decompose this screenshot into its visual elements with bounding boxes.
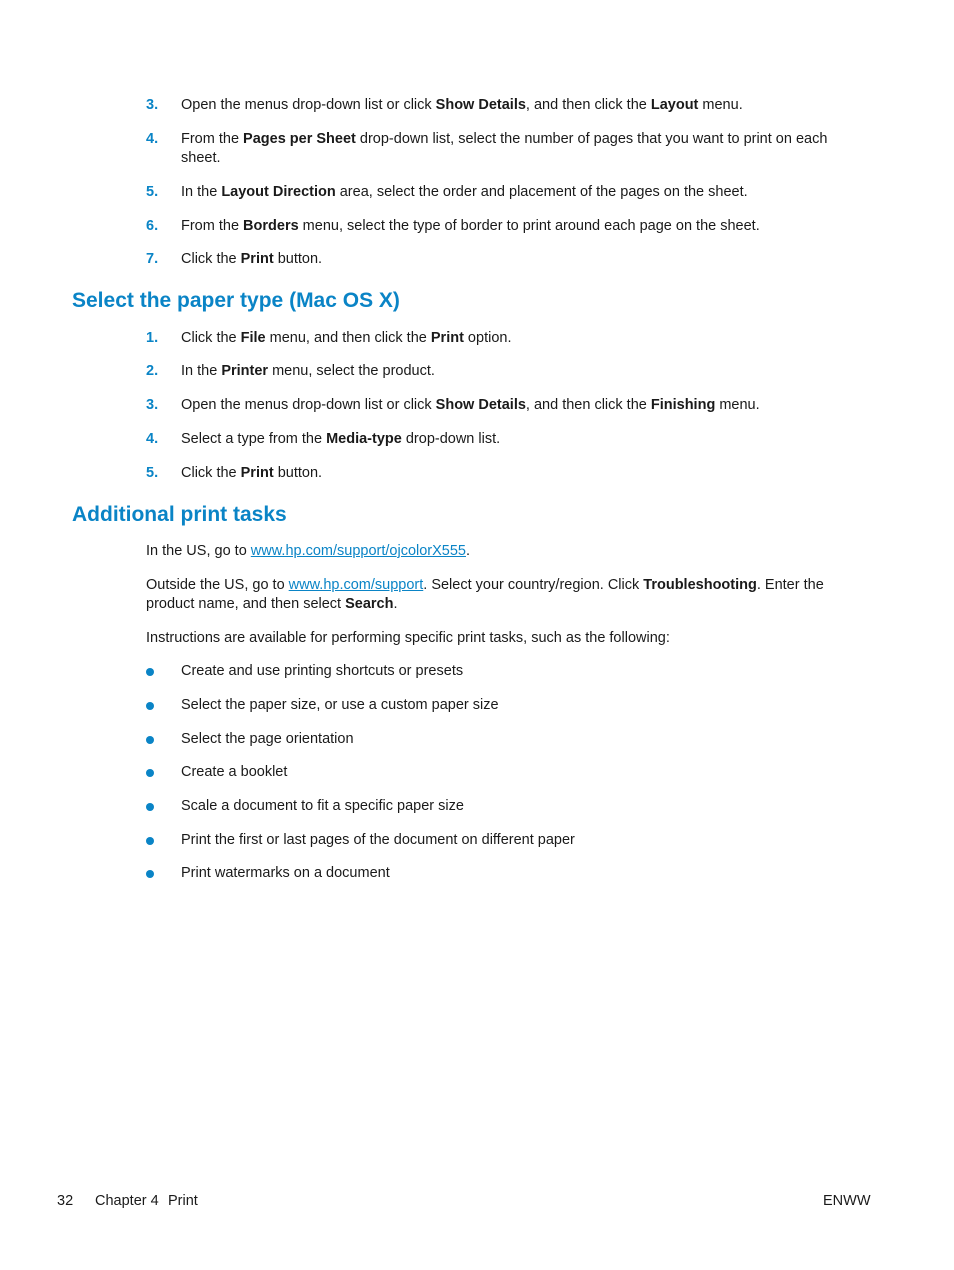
bullet-icon [146,736,154,744]
step-text: Click the File menu, and then click the Print option. [181,330,512,346]
bold-term: Show Details [435,97,526,113]
step-text: From the Pages per Sheet drop-down list, select the number of pages that you want to print on each sheet. [181,131,828,166]
support-link[interactable]: www.hp.com/support/ojcolorX555 [250,543,466,559]
step-number: 2. [146,363,159,379]
step-text: Click the Print button. [181,251,323,267]
bold-term: Troubleshooting [643,577,757,593]
paragraph-intro: Instructions are available for performing specific print tasks, such as the following: [146,630,670,646]
section-heading-additional-tasks: Additional print tasks [72,503,287,526]
bold-term: Finishing [650,397,716,413]
step-text: Click the Print button. [181,465,323,481]
bullet-text: Select the paper size, or use a custom paper size [181,697,499,713]
footer-right-label: ENWW [823,1193,871,1209]
bullet-icon [146,837,154,845]
bullet-text: Create a booklet [181,764,288,780]
step-text: From the Borders menu, select the type of border to print around each page on the sheet. [181,218,760,234]
chapter-title: Print [168,1193,198,1209]
bullet-text: Scale a document to fit a specific paper size [181,798,464,814]
bold-term: Print [430,330,464,346]
bullet-icon [146,769,154,777]
bold-term: Layout [650,97,699,113]
support-link[interactable]: www.hp.com/support [288,577,424,593]
paragraph-us-support: In the US, go to www.hp.com/support/ojcolorX555. [146,543,471,559]
step-text: Open the menus drop-down list or click Show Details, and then click the Layout menu. [181,97,743,113]
bullet-icon [146,668,154,676]
step-text: Open the menus drop-down list or click Show Details, and then click the Finishing menu. [181,397,760,413]
bold-term: Pages per Sheet [243,131,356,147]
bold-term: Media-type [326,431,402,447]
step-number: 5. [146,465,159,481]
page-number: 32 [57,1193,74,1209]
step-number: 3. [146,397,159,413]
section-heading-paper-type: Select the paper type (Mac OS X) [72,289,400,312]
bold-term: Search [345,596,394,612]
bold-term: Printer [221,363,269,379]
step-text: In the Layout Direction area, select the order and placement of the pages on the sheet. [181,184,748,200]
step-number: 5. [146,184,159,200]
bold-term: Print [240,465,274,481]
bullet-text: Create and use printing shortcuts or presets [181,663,464,679]
step-number: 4. [146,131,159,147]
bold-term: Borders [243,218,299,234]
step-number: 6. [146,218,159,234]
bullet-icon [146,870,154,878]
bold-term: Print [240,251,274,267]
step-text: Select a type from the Media-type drop-down list. [181,431,501,447]
step-number: 3. [146,97,159,113]
step-number: 4. [146,431,159,447]
bold-term: File [240,330,266,346]
bullet-text: Select the page orientation [181,731,354,747]
bold-term: Show Details [435,397,526,413]
paragraph-outside-us-support: Outside the US, go to www.hp.com/support. Select your country/region. Click Troubleshooting. Enter the product name, and then select Search. [146,577,824,612]
bold-term: Layout Direction [221,184,336,200]
chapter-label: Chapter 4 [95,1193,159,1209]
bullet-icon [146,803,154,811]
step-number: 7. [146,251,159,267]
bullet-icon [146,702,154,710]
bullet-text: Print watermarks on a document [181,865,390,881]
step-number: 1. [146,330,159,346]
step-text: In the Printer menu, select the product. [181,363,435,379]
bullet-text: Print the first or last pages of the document on different paper [181,832,575,848]
